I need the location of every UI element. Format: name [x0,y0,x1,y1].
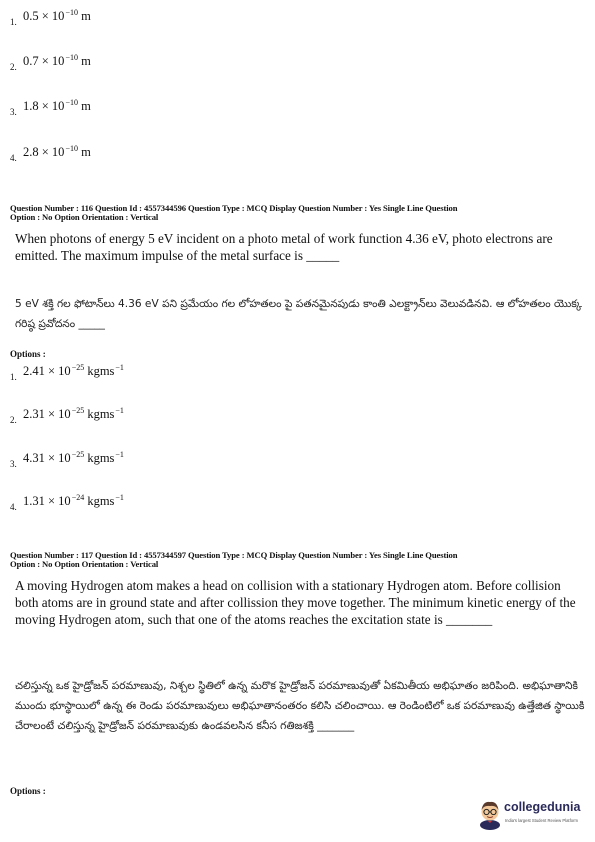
option-value: $2.31 \times 10^{-25}$ kgms$^{-1}$ [23,406,124,421]
option-number: 1. [10,17,17,27]
option-value: $1.31 \times 10^{-24}$ kgms$^{-1}$ [23,493,124,508]
option-number: 3. [10,459,17,469]
option-value: $0.7 \times 10^{-10}$ m [23,53,91,68]
q116-meta [10,204,585,222]
option-number: 2. [10,415,17,425]
q116-meta-line1: Question Number : 116 Question Id : 4557344596 Question Type : MCQ Display Question Number : Yes Single Line Question [10,203,458,213]
option-value: $0.5 \times 10^{-10}$ m [23,8,91,23]
option-number: 4. [10,502,17,512]
option-number: 4. [10,153,17,163]
option-value: $4.31 \times 10^{-25}$ kgms$^{-1}$ [23,450,124,465]
q117-question-english: A moving Hydrogen atom makes a head on collision with a stationary Hydrogen atom. Before collision both atoms are in ground state and after collission they move together. The minimum kinetic energy of the moving Hydrogen atom, such that one of the atoms reaches the excitation state is _______ [15,578,576,627]
option-number: 1. [10,372,17,382]
option-value: $1.8 \times 10^{-10}$ m [23,98,91,113]
option-number: 2. [10,62,17,72]
student-mascot-icon [477,798,503,830]
q116-question-telugu: 5 eV శక్తి గల ఫోటాన్‌లు 4.36 eV పని ప్రమేయం గల లోహతలం పై పతనమైనపుడు కాంతి ఎలక్ట్రాన్‌లు వెలువడినవి. ఆ లోహతలం యొక్క గరిష్ఠ ప్రవోదనం _____ [15,298,582,330]
option-value: $2.8 \times 10^{-10}$ m [23,144,91,159]
q117-question-telugu: చలిస్తున్న ఒక హైడ్రోజన్ పరమాణువు, నిశ్చల స్థితిలో ఉన్న మరొక హైడ్రోజన్ పరమాణువుతో ఏకమితీయ అభిఘాతం జరిపింది. అభిఘాతానికి ముందు భూస్థాయిలో ఉన్న ఈ రెండు పరమాణువులు అభిఘాతానంతరం కలిసి చలించాయి. ఆ రెండింటిలో ఒక పరమాణువు ఉత్తేజిత స్థాయికి చేరాలంటే చలిస్తున్న హైడ్రోజన్ పరమాణువుకు ఉండవలసిన కనీస గతిజశక్తి _______ [15,680,585,732]
option-value: $2.41 \times 10^{-25}$ kgms$^{-1}$ [23,363,124,378]
q116-options-label: Options : [10,349,46,359]
logo-tagline: India's largest Student Review Platform [505,818,578,823]
q116-question-english: When photons of energy 5 eV incident on a photo metal of work function 4.36 eV, photo electrons are emitted. The maximum impulse of the metal surface is _____ [15,231,553,263]
q117-options-label: Options : [10,786,46,796]
q116-meta-line2: Option : No Option Orientation : Vertical [10,212,159,222]
collegedunia-logo [477,798,589,832]
q117-meta-line2: Option : No Option Orientation : Vertical [10,559,159,569]
option-number: 3. [10,107,17,117]
q117-meta [10,551,585,569]
q117-meta-line1: Question Number : 117 Question Id : 4557344597 Question Type : MCQ Display Question Number : Yes Single Line Question [10,550,458,560]
logo-wordmark: collegedunia [504,800,581,814]
